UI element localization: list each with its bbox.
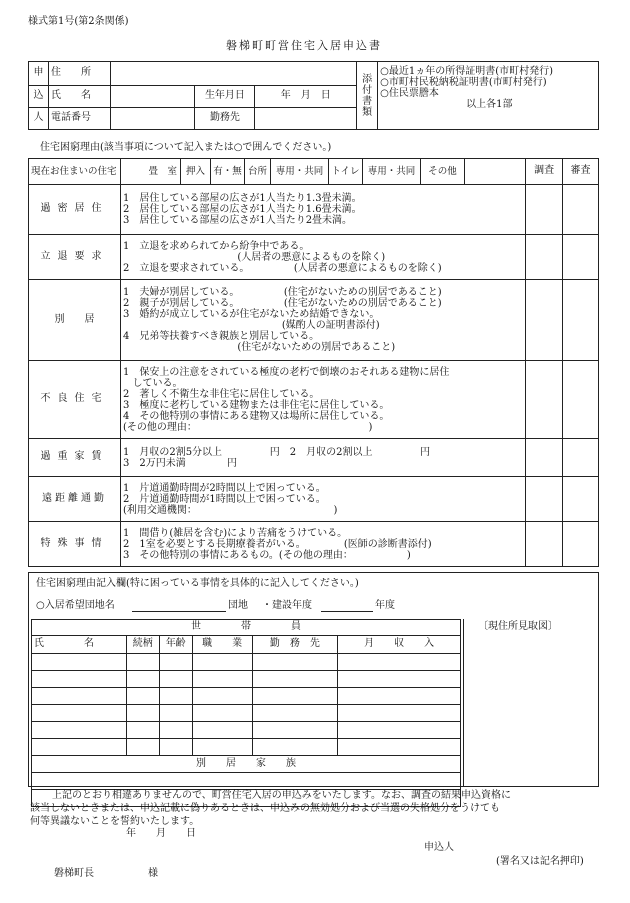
review-cell[interactable] [563, 185, 599, 235]
applicant-sign-label: 申込人 [424, 842, 454, 853]
reason-text: 1 居住している部屋の広さが1人当たり1.3畳未満。 2 居住している部屋の広さが1人当たり1.6畳未満。 3 居住している部屋の広さが1人当たり2畳未満。 [120, 185, 525, 235]
household-col: 月 収 入 [338, 636, 461, 654]
housing-col: 有・無 [211, 159, 245, 184]
survey-cell[interactable] [526, 185, 563, 235]
attach-item: ○住民票謄本 [380, 88, 439, 99]
survey-cell[interactable] [526, 439, 563, 477]
phone-label: 電話番号 [48, 108, 110, 130]
address-field[interactable] [110, 62, 356, 86]
reason-text: 1 片道通勤時間が2時間以上で困っている。 2 片道通勤時間が1時間以上で困っている。 (利用交通機関： ) [120, 477, 525, 522]
housing-col: その他 [421, 159, 465, 184]
reason-label: 不良住宅 [29, 361, 121, 439]
housing-col: トイレ [329, 159, 363, 184]
free-reason-note: 住宅困窮理由記入欄(特に困っている事情を具体的に記入してください。) [36, 578, 359, 589]
reason-text: 1 間借り(雑居を含む)により苦痛をうけている。 2 1室を必要とする長期療養者がいる。 (医師の診断書添付) 3 その他特別の事情にあるもの。(その他の理由： ) [120, 522, 525, 567]
household-col: 続柄 [126, 636, 159, 654]
household-col: 職 業 [192, 636, 252, 654]
household-table [31, 619, 461, 807]
household-title: 世 帯 員 [32, 620, 461, 636]
work-field[interactable] [255, 108, 357, 130]
page-title: 磐梯町町営住宅入居申込書 [226, 39, 382, 52]
housing-col: 専用・共同 [271, 159, 329, 184]
survey-cell[interactable] [526, 522, 563, 567]
attach-label: 添 付 書 類 [357, 62, 378, 130]
housing-col: 台所 [245, 159, 271, 184]
reason-label: 遠距離通勤 [29, 477, 121, 522]
danchi-suffix: 団地 [228, 600, 248, 611]
date-line: 年 月 日 [126, 828, 196, 839]
reason-text: 1 月収の2割5分以上 円 2 月収の2割以上 円 3 2万円未満 円 [120, 439, 525, 477]
review-cell[interactable] [563, 522, 599, 567]
reason-label: 過密居住 [29, 185, 121, 235]
review-cell[interactable] [563, 477, 599, 522]
attach-note: 以上各1部 [466, 99, 513, 110]
work-label: 勤務先 [195, 108, 255, 130]
review-cell[interactable] [563, 439, 599, 477]
reason-table [28, 158, 599, 567]
reason-label: 別 居 [29, 280, 121, 361]
household-row[interactable] [32, 705, 461, 722]
year-label: ・建設年度 [262, 600, 312, 611]
addressee: 磐梯町長 [54, 868, 94, 879]
reason-text: 1 立退を求められてから紛争中である。 (人居者の悪意によるものを除く) 2 立退を要求されている。 (人居者の悪意によるものを除く) [120, 235, 525, 280]
review-cell[interactable] [563, 235, 599, 280]
survey-cell[interactable] [526, 235, 563, 280]
sign-note: (署名又は記名押印) [496, 856, 584, 867]
side-char: 人 [29, 108, 49, 130]
reason-label: 立退要求 [29, 235, 121, 280]
reason-text: 1 保安上の注意をされている極度の老朽で倒壊のおそれある建物に居住 している。 2 著しく不衛生な非住宅に居住している。 3 極度に老朽している建物または非住宅に居住している。 4 その他特別の事情にある建物又は場所に居住している。 (その他の理由： ) [120, 361, 525, 439]
housing-col: 畳 室 [121, 159, 181, 184]
review-cell[interactable] [563, 280, 599, 361]
reason-label: 特殊事情 [29, 522, 121, 567]
review-cell[interactable] [563, 361, 599, 439]
reason-text: 1 夫婦が別居している。 (住宅がないための別居であること) 2 親子が別居している。 (住宅がないための別居であること) 3 婚約が成立しているが住宅がないため結婚できない。 (媒酌人の証明書添付) 4 兄弟等扶養すべき親族と別居している。 (住宅がないための別居であること) [120, 280, 525, 361]
household-row[interactable] [32, 722, 461, 739]
name-label: 氏 名 [48, 86, 110, 108]
household-col: 年齢 [159, 636, 192, 654]
side-char: 込 [29, 86, 49, 108]
side-char: 申 [29, 62, 49, 86]
name-field[interactable] [110, 86, 195, 108]
household-col: 氏 名 [32, 636, 127, 654]
phone-field[interactable] [110, 108, 195, 130]
household-row[interactable] [32, 671, 461, 688]
year-suffix: 年度 [375, 600, 395, 611]
current-housing-label: 現在お住まいの住宅 [29, 159, 121, 185]
household-col: 勤 務 先 [252, 636, 338, 654]
danchi-field[interactable] [132, 600, 226, 612]
survey-cell[interactable] [526, 280, 563, 361]
pledge-text: 上記のとおり相違ありませんので、町営住宅入居の申込みをいたします。なお、調査の結果申込資格に 該当しないときまたは、申込記載に偽りあるときは、申込みの無効処分および当選の失格処分をうけても 何等異議ないことを誓約いたします。 [30, 790, 511, 827]
household-row[interactable] [32, 654, 461, 671]
separate-row[interactable] [32, 773, 461, 790]
form-number: 様式第1号(第2条関係) [28, 16, 129, 27]
household-row[interactable] [32, 688, 461, 705]
housing-col: 押入 [181, 159, 211, 184]
review-header: 審査 [563, 159, 599, 185]
survey-cell[interactable] [526, 361, 563, 439]
survey-header: 調査 [526, 159, 563, 185]
reason-note: 住宅困窮理由(該当事項について記入または○で囲んでください。) [40, 142, 332, 153]
attach-item: ○市町村民税納税証明書(市町村発行) [380, 77, 547, 88]
housing-col: 専用・共同 [363, 159, 421, 184]
address-label: 住 所 [48, 62, 110, 86]
reason-label: 過重家賃 [29, 439, 121, 477]
map-area[interactable] [463, 619, 599, 787]
birth-field[interactable]: 年 月 日 [255, 86, 357, 108]
survey-cell[interactable] [526, 477, 563, 522]
separate-family-title: 別 居 家 族 [32, 756, 461, 773]
birth-label: 生年月日 [195, 86, 255, 108]
honorific: 様 [148, 868, 158, 879]
desired-label: ○入居希望団地名 [36, 600, 115, 611]
map-label: 〔現住所見取図〕 [478, 621, 558, 632]
applicant-table [28, 61, 599, 130]
year-field[interactable] [321, 600, 373, 612]
household-row[interactable] [32, 739, 461, 756]
attach-item: ○最近1ヵ年の所得証明書(市町村発行) [380, 66, 554, 77]
